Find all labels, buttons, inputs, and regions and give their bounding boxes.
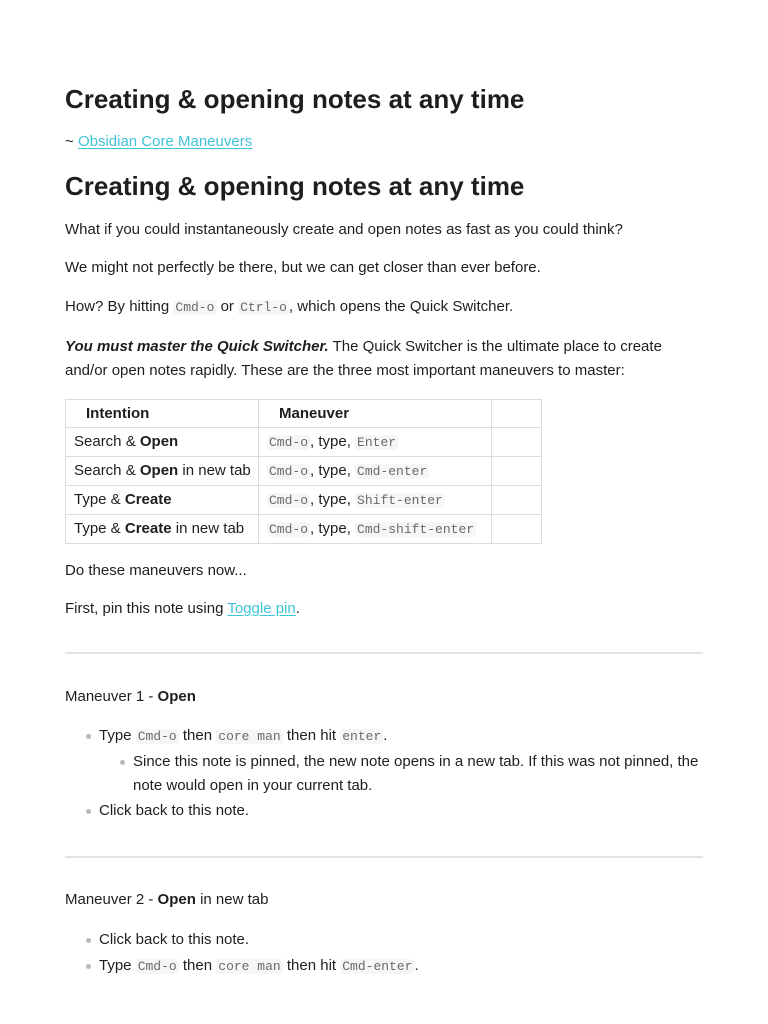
maneuver-between: , type, <box>310 461 351 479</box>
opener-key: Cmd-o <box>269 492 309 508</box>
intro-how <box>65 295 703 320</box>
opener-key: Cmd-o <box>269 463 309 479</box>
list-item <box>99 954 703 979</box>
header-maneuver: Maneuver <box>259 400 492 428</box>
maneuver-2-steps <box>65 928 703 979</box>
source-prefix: ~ <box>65 133 74 150</box>
maneuver-cell <box>259 457 492 486</box>
step-lead: Type <box>99 957 132 974</box>
table-row <box>66 515 542 544</box>
step-then: then <box>182 727 213 744</box>
intention-verb: Create <box>124 491 172 508</box>
maneuver-tail: in new tab <box>200 891 269 908</box>
intro-closer: We might not perfectly be there, but we can get closer than ever before. <box>65 259 541 276</box>
empty-cell <box>492 457 542 486</box>
maneuver-label: Maneuver 1 - <box>65 688 154 705</box>
step-key: Cmd-o <box>137 729 177 744</box>
master-text: The Quick Switcher is the ultimate place to create and/or open notes rapidly. These are the three most important maneuvers to master: <box>65 338 662 379</box>
shortcut-win: Ctrl-o <box>240 300 287 315</box>
step-then: then <box>182 957 213 974</box>
toggle-pin-link[interactable]: Toggle pin <box>227 600 296 617</box>
opener-key: Cmd-o <box>269 434 309 450</box>
list-item: Since this note is pinned, the new note opens in a new tab. If this was not pinned, the note would open in your current tab. <box>133 750 703 798</box>
maneuver-1-heading <box>65 685 703 709</box>
maneuvers-prompt: Do these maneuvers now... <box>65 562 247 579</box>
step-query: core man <box>218 729 281 744</box>
confirm-key: Shift-enter <box>357 492 443 508</box>
step-then-hit: then hit <box>286 727 337 744</box>
intention-lead: Type & <box>74 520 121 537</box>
empty-cell <box>492 515 542 544</box>
intention-cell <box>66 457 259 486</box>
how-tail: , which opens the Quick Switcher. <box>288 298 514 315</box>
list-item: Click back to this note. <box>99 799 703 823</box>
step-end: . <box>414 957 419 974</box>
pin-instruction <box>65 597 703 621</box>
intention-cell <box>66 515 259 544</box>
confirm-key: Cmd-shift-enter <box>357 521 475 537</box>
maneuver-cell <box>259 515 492 544</box>
step-end: . <box>383 727 388 744</box>
intention-tail: in new tab <box>175 520 245 537</box>
empty-cell <box>492 428 542 457</box>
maneuver-cell <box>259 428 492 457</box>
how-or: or <box>220 298 234 315</box>
step-confirm-key: Cmd-enter <box>342 959 413 974</box>
maneuver-2-heading <box>65 888 703 912</box>
master-emphasis: You must master the Quick Switcher. <box>65 338 329 355</box>
maneuver-1-steps <box>65 724 703 823</box>
nested-list <box>99 750 703 798</box>
maneuver-between: , type, <box>310 519 351 537</box>
source-line <box>65 130 703 154</box>
table-body <box>66 428 542 544</box>
table-header-row <box>66 400 542 428</box>
maneuver-verb: Open <box>157 891 196 908</box>
step-then-hit: then hit <box>286 957 337 974</box>
pin-tail: . <box>295 600 300 617</box>
opener-key: Cmd-o <box>269 521 309 537</box>
intention-tail: in new tab <box>182 462 251 479</box>
intro-question: What if you could instantaneously create and open notes as fast as you could think? <box>65 221 623 238</box>
maneuver-cell <box>259 486 492 515</box>
header-empty <box>492 400 542 428</box>
step-lead: Type <box>99 727 132 744</box>
header-intention: Intention <box>66 400 259 428</box>
step-key: Cmd-o <box>137 959 177 974</box>
intention-lead: Search & <box>74 462 136 479</box>
divider <box>65 652 703 654</box>
note-heading: Creating & opening notes at any time <box>65 171 525 201</box>
intention-verb: Open <box>139 462 179 479</box>
maneuver-table <box>65 399 542 544</box>
table-row <box>66 457 542 486</box>
pin-lead: First, pin this note using <box>65 600 224 617</box>
intention-cell <box>66 428 259 457</box>
intention-lead: Type & <box>74 491 121 508</box>
intention-verb: Create <box>124 520 172 537</box>
source-link[interactable]: Obsidian Core Maneuvers <box>77 133 253 150</box>
table-row <box>66 428 542 457</box>
divider <box>65 856 703 858</box>
step-confirm-key: enter <box>342 729 382 744</box>
intention-lead: Search & <box>74 433 136 450</box>
confirm-key: Enter <box>357 434 397 450</box>
intro-master <box>65 335 703 383</box>
confirm-key: Cmd-enter <box>357 463 428 479</box>
maneuver-between: , type, <box>310 432 351 450</box>
table-head <box>66 400 542 428</box>
step-query: core man <box>218 959 281 974</box>
page-title: Creating & opening notes at any time <box>65 84 525 114</box>
intention-verb: Open <box>139 433 179 450</box>
list-item <box>99 724 703 798</box>
table-row <box>66 486 542 515</box>
empty-cell <box>492 486 542 515</box>
maneuver-verb: Open <box>157 688 196 705</box>
maneuver-between: , type, <box>310 490 351 508</box>
intention-cell <box>66 486 259 515</box>
how-lead: How? By hitting <box>65 298 170 315</box>
maneuver-label: Maneuver 2 - <box>65 891 154 908</box>
shortcut-mac: Cmd-o <box>175 300 215 315</box>
list-item: Click back to this note. <box>99 928 703 952</box>
